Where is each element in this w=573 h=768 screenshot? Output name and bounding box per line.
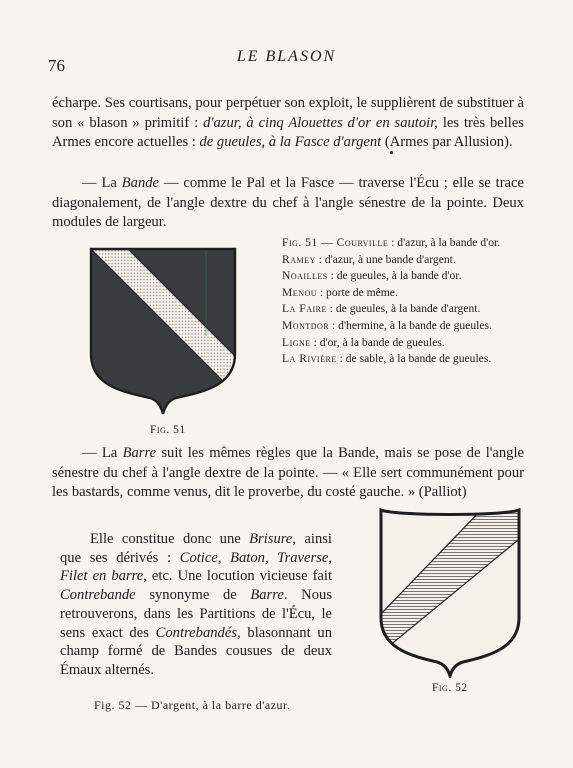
text-run: , ainsi que ses dérivés : — [60, 531, 332, 566]
legend-entry — [282, 352, 510, 366]
legend-entry — [282, 236, 510, 250]
italic-run: Cotice, Baton, Traverse, Filet en barre — [60, 549, 332, 585]
page-number: 76 — [48, 56, 65, 75]
legend-text: : d'or, à la bande de gueules. — [310, 335, 445, 349]
legend-entry — [282, 253, 510, 267]
italic-run: d'azur, à cinq Alouettes d'or en sautoir, — [203, 114, 438, 131]
legend-name: Ramey — [282, 252, 316, 266]
legend-text: : porte de même. — [317, 285, 398, 299]
italic-run: Bande — [121, 175, 160, 191]
text-run: , etc. Une locution vicieuse fait — [143, 568, 333, 585]
italic-run: Barre — [122, 445, 157, 461]
paragraph-bande — [52, 174, 524, 233]
legend-entry — [282, 319, 510, 333]
legend-name: La Rivière — [282, 352, 337, 366]
legend-name: Fig. 51 — Courville — [282, 236, 389, 249]
italic-run: de gueules, à la Fasce d'argent — [199, 134, 382, 150]
text-run: Elle constitue donc une — [90, 531, 250, 547]
italic-run: Barre — [250, 587, 284, 604]
legend-name: La Faire — [282, 302, 327, 316]
ink-speck — [390, 151, 393, 154]
text-run: suit les mêmes règles que la Bande, mais se pose de l'angle sénestre du chef à l'angle dextre de la pointe. — « Elle sert communément pour les bastards, comme venus, dit le proverbe, du costé gauche. » (Palliot) — [52, 445, 524, 500]
legend-text: : d'hermine, à la bande de gueules. — [329, 318, 492, 332]
paragraph-barre — [52, 444, 524, 503]
legend-entry — [282, 336, 510, 350]
legend-name: Noailles — [282, 269, 328, 283]
legend-text: : de gueules, à la bande d'or. — [327, 269, 462, 283]
italic-run: Contrebandés — [155, 624, 237, 641]
legend-text: : d'azur, à la bande d'or. — [388, 236, 501, 249]
text-run: synonyme de — [135, 587, 251, 604]
legend-text: : de sable, à la bande de gueules. — [336, 352, 492, 366]
text-run: les très belles Armes encore actuelles : — [52, 114, 524, 150]
running-head: LE BLASON — [236, 48, 337, 65]
fig51-legend — [282, 236, 510, 369]
figure-52-caption: Fig. 52 — [432, 682, 468, 694]
italic-run: Contrebande — [60, 587, 136, 604]
legend-entry — [282, 286, 510, 300]
legend-name: Ligne — [282, 335, 311, 349]
legend-name: Montdor — [282, 318, 330, 332]
legend-name: Menou — [282, 285, 318, 299]
shield-fig52-bend-sinister — [377, 506, 523, 678]
paragraph-armes-par-allusion — [52, 94, 524, 153]
text-run: — La — [82, 445, 123, 461]
italic-run: Brisure — [249, 531, 293, 547]
legend-text: : de gueules, à la bande d'argent. — [326, 302, 481, 316]
text-run: — La — [82, 175, 122, 191]
figure-51-caption: Fig. 51 — [150, 424, 186, 436]
text-run: écharpe. Ses courtisans, pour perpétuer son exploit, le supplièrent de substituer à son « blason » primitif : — [52, 95, 524, 131]
legend-entry — [282, 269, 510, 283]
text-run: , blasonnant un champ formé de Bandes cousues de deux Émaux alternés. — [60, 624, 332, 678]
text-run: — comme le Pal et la Fasce — traverse l'Écu ; elle se trace diagonalement, de l'angle dextre du chef à l'angle sénestre de la pointe. Deux modules de largeur. — [52, 175, 524, 230]
shield-fig51-bend — [88, 246, 238, 416]
text-run: . Nous retrouverons, dans les Partitions de l'Écu, le sens exact des — [60, 587, 332, 641]
legend-text: : d'azur, à une bande d'argent. — [315, 252, 456, 266]
text-run: (Armes par Allusion). — [381, 134, 513, 150]
figure-52-description: Fig. 52 — D'argent, à la barre d'azur. — [94, 698, 291, 712]
paragraph-brisure — [60, 530, 332, 680]
legend-entry — [282, 302, 510, 316]
